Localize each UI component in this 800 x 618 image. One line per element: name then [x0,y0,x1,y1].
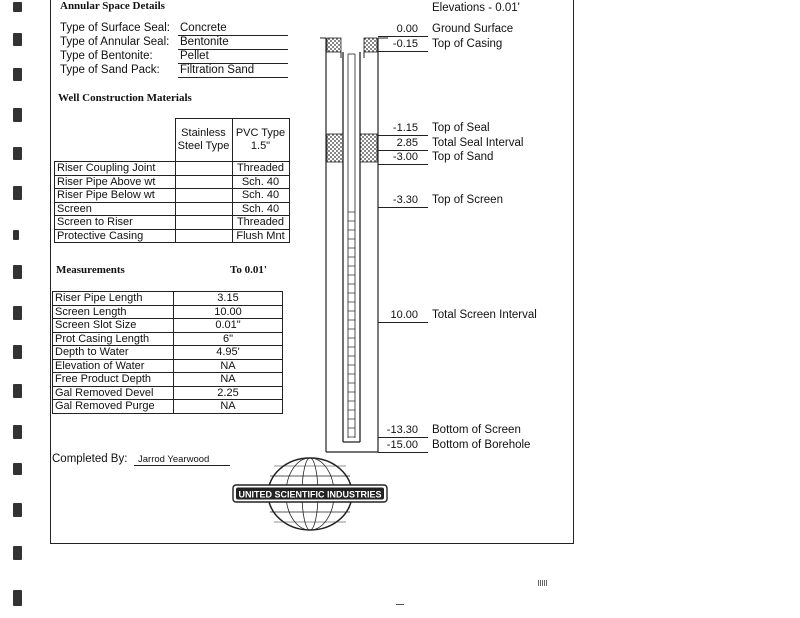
measurement-value: NA [174,373,283,387]
annular-label: Type of Sand Pack: [60,64,160,76]
material-steel [175,229,232,243]
table-row [55,216,290,230]
margin-mark [13,108,22,122]
measurement-value: NA [174,359,283,373]
margin-mark [13,306,22,320]
measurement-value: 3.15 [174,292,283,306]
elevation-underline [378,322,428,323]
measurements-heading: Measurements [56,264,125,276]
margin-mark [13,425,22,439]
material-pvc: Flush Mnt [232,229,289,243]
elevation-underline [378,452,428,453]
elevation-label: Top of Seal [432,122,490,134]
measurement-value: 0.01" [174,319,283,333]
annular-label: Type of Surface Seal: [60,22,170,34]
elevation-label: Bottom of Borehole [432,439,531,451]
elevation-value: -3.30 [392,194,418,206]
annular-value: Concrete [178,21,288,36]
logo-text: UNITED SCIENTIFIC INDUSTRIES [238,489,382,500]
elevation-value: -15.00 [386,439,418,451]
table-row [53,305,283,319]
annular-value: Pellet [178,49,288,64]
material-label: Riser Pipe Below wt [55,189,176,203]
annular-label: Type of Annular Seal: [60,36,170,48]
measurement-label: Riser Pipe Length [53,292,174,306]
annular-value: Bentonite [178,35,288,50]
material-steel [175,189,232,203]
col-pvc: PVC Type 1.5" [232,119,289,162]
measurements-precision: To 0.01' [230,264,267,276]
material-pvc: Sch. 40 [232,175,289,189]
scan-mark [396,604,404,605]
margin-mark [13,186,22,200]
margin-mark [13,345,22,359]
material-pvc: Threaded [232,162,289,176]
elevation-underline [378,36,428,37]
margin-mark [13,503,22,517]
elevation-label: Total Seal Interval [432,137,524,149]
margin-mark [13,230,19,240]
surface-seal-left [327,38,341,52]
margin-mark [13,546,22,560]
measurement-label: Free Product Depth [53,373,174,387]
margin-mark [13,33,22,46]
elevation-label: Ground Surface [432,23,514,35]
elevation-label: Top of Casing [432,38,503,50]
margin-mark [13,147,22,160]
completed-name: Jarrod Yearwood [134,454,230,466]
elevation-value: -0.15 [392,38,418,50]
table-row [53,373,283,387]
table-row [55,229,290,243]
measurement-label: Prot Casing Length [53,332,174,346]
elevation-label: Total Screen Interval [432,309,537,321]
measurement-label: Screen Slot Size [53,319,174,333]
table-row [53,319,283,333]
measurement-label: Depth to Water [53,346,174,360]
elevation-label: Bottom of Screen [432,424,521,436]
material-label: Protective Casing [55,229,176,243]
elevation-underline [378,207,428,208]
material-pvc: Threaded [232,216,289,230]
annular-heading: Annular Space Details [60,0,165,12]
elevation-label: Top of Screen [432,194,503,206]
elevation-underline [378,51,428,52]
table-row [53,359,283,373]
table-row [53,346,283,360]
material-steel [175,202,232,216]
materials-heading: Well Construction Materials [58,92,192,104]
elevations-header: Elevations - 0.01' [432,2,520,14]
annular-value: Filtration Sand [178,63,288,78]
measurement-value: NA [174,400,283,414]
annular-label: Type of Bentonite: [60,50,153,62]
elevation-value: 0.00 [396,23,418,35]
measurement-label: Gal Removed Devel [53,386,174,400]
measurement-label: Screen Length [53,305,174,319]
elevation-underline [378,164,428,165]
elevation-value: 2.85 [396,137,418,149]
margin-mark [13,590,22,606]
measurement-value: 6" [174,332,283,346]
material-label: Riser Pipe Above wt [55,175,176,189]
elevation-value: -13.30 [386,424,418,436]
material-label: Screen [55,202,176,216]
table-row [53,400,283,414]
margin-mark [13,2,22,12]
margin-mark [13,384,22,398]
measurement-label: Elevation of Water [53,359,174,373]
elevation-label: Top of Sand [432,151,494,163]
table-row [55,189,290,203]
measurement-value: 10.00 [174,305,283,319]
material-pvc: Sch. 40 [232,189,289,203]
elevation-value: 10.00 [390,309,418,321]
annular-seal-left [327,134,343,162]
table-row [53,386,283,400]
margin-mark [13,463,22,475]
well-diagram [320,30,390,460]
col-stainless: Stainless Steel Type [175,119,232,162]
material-label: Screen to Riser [55,216,176,230]
usi-logo [230,456,390,532]
elevation-underline [378,135,428,136]
measurement-label: Gal Removed Purge [53,400,174,414]
margin-mark [13,265,22,279]
measurement-value: 4.95' [174,346,283,360]
materials-table [54,118,290,243]
measurements-table [52,291,283,414]
margin-mark [13,68,22,81]
table-row [55,175,290,189]
material-pvc: Sch. 40 [232,202,289,216]
material-steel [175,216,232,230]
table-row [55,162,290,176]
table-row [55,202,290,216]
table-row [53,332,283,346]
table-row [53,292,283,306]
elevation-underline [378,437,428,438]
measurement-value: 2.25 [174,386,283,400]
elevation-value: -1.15 [392,122,418,134]
material-steel [175,162,232,176]
completed-label: Completed By: [52,453,128,465]
screen-slots [348,212,355,437]
material-steel [175,175,232,189]
scan-mark [538,580,548,586]
elevation-value: -3.00 [392,151,418,163]
material-label: Riser Coupling Joint [55,162,176,176]
